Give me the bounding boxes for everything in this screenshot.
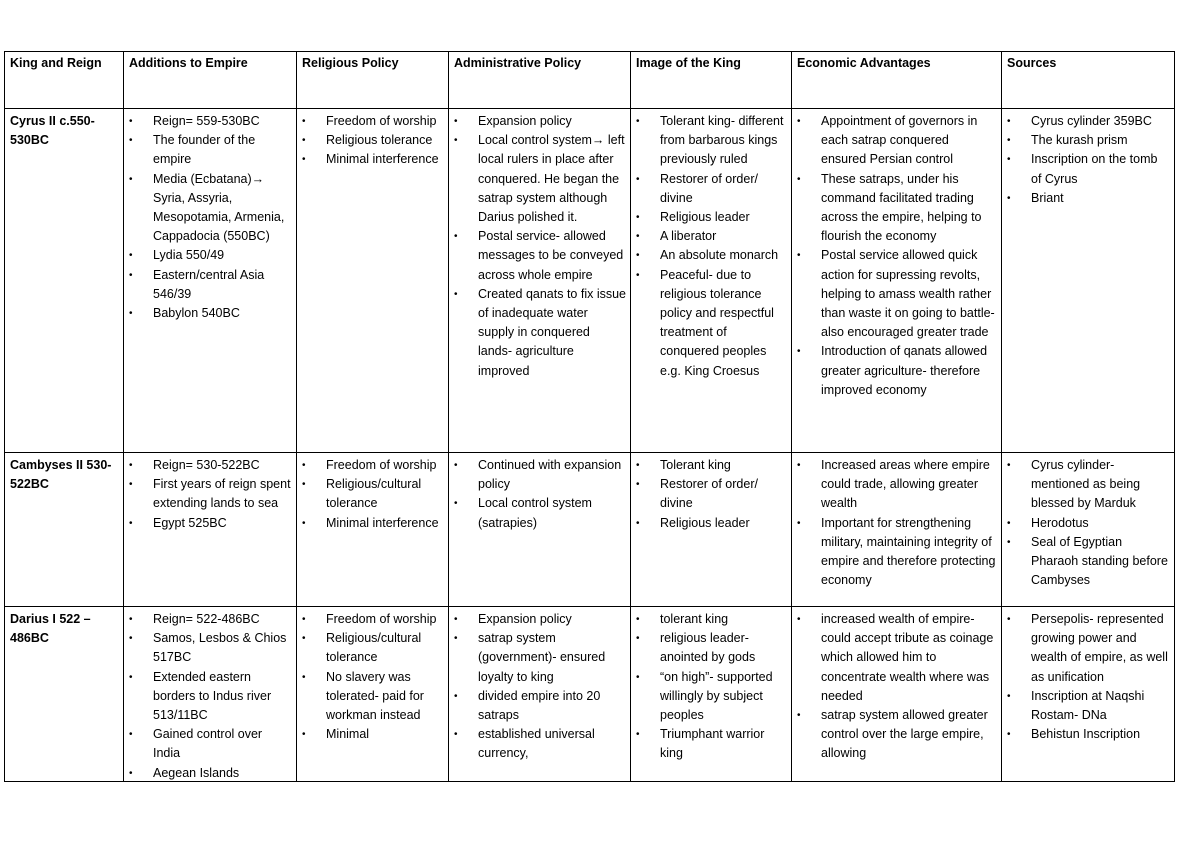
list-item: • Expansion policy: [454, 112, 626, 131]
list-item: • Religious leader: [636, 514, 787, 533]
list-item: • Behistun Inscription: [1007, 725, 1170, 744]
list-item: • An absolute monarch: [636, 246, 787, 265]
list-item: • Cyrus cylinder 359BC: [1007, 112, 1170, 131]
header-administrative-policy: Administrative Policy: [449, 52, 631, 109]
list-item: • Gained control over India: [129, 725, 292, 763]
list-item: • The founder of the empire: [129, 131, 292, 169]
list-item: • Tolerant king: [636, 456, 787, 475]
image-list: [636, 456, 787, 533]
administrative-cell: [449, 453, 631, 607]
religious-list: [302, 456, 444, 533]
image-cell: [631, 453, 792, 607]
list-item: • A liberator: [636, 227, 787, 246]
administrative-cell: [449, 109, 631, 453]
list-item: • Created qanats to fix issue of inadequate water supply in conquered lands- agriculture improved: [454, 285, 626, 381]
header-sources: Sources: [1002, 52, 1175, 109]
economic-cell: [792, 109, 1002, 453]
list-item: • Cyrus cylinder- mentioned as being blessed by Marduk: [1007, 456, 1170, 514]
economic-list: [797, 112, 997, 400]
header-religious-policy: Religious Policy: [297, 52, 449, 109]
religious-list: [302, 112, 444, 170]
sources-cell: [1002, 109, 1175, 453]
economic-list: [797, 456, 997, 590]
list-item: • satrap system (government)- ensured loyalty to king: [454, 629, 626, 687]
list-item: • tolerant king: [636, 610, 787, 629]
sources-cell: [1002, 607, 1175, 782]
list-item: • Introduction of qanats allowed greater agriculture- therefore improved economy: [797, 342, 997, 400]
list-item: • Herodotus: [1007, 514, 1170, 533]
list-item: • Media (Ecbatana)→ Syria, Assyria, Mesopotamia, Armenia, Cappadocia (550BC): [129, 170, 292, 247]
list-item: • Samos, Lesbos & Chios 517BC: [129, 629, 292, 667]
image-list: [636, 112, 787, 381]
religious-cell: [297, 607, 449, 782]
list-item: • Religious/cultural tolerance: [302, 475, 444, 513]
list-item: • divided empire into 20 satraps: [454, 687, 626, 725]
economic-cell: [792, 453, 1002, 607]
list-item: • Triumphant warrior king: [636, 725, 787, 763]
religious-list: [302, 610, 444, 744]
list-item: • Freedom of worship: [302, 112, 444, 131]
list-item: • Seal of Egyptian Pharaoh standing before Cambyses: [1007, 533, 1170, 591]
list-item: • Reign= 530-522BC: [129, 456, 292, 475]
sources-list: [1007, 112, 1170, 208]
list-item: • Minimal interference: [302, 150, 444, 169]
table-row: [5, 607, 1175, 782]
list-item: • Local control system→ left local rulers in place after conquered. He began the satrap system although Darius polished it.: [454, 131, 626, 227]
additions-list: [129, 610, 292, 781]
table-body: [5, 109, 1175, 782]
list-item: • Important for strengthening military, maintaining integrity of empire and therefore protecting economy: [797, 514, 997, 591]
administrative-list: [454, 610, 626, 764]
image-cell: [631, 109, 792, 453]
header-additions-to-empire: Additions to Empire: [124, 52, 297, 109]
list-item: • These satraps, under his command facilitated trading across the empire, helping to flourish the economy: [797, 170, 997, 247]
list-item: • No slavery was tolerated- paid for workman instead: [302, 668, 444, 726]
list-item: • Expansion policy: [454, 610, 626, 629]
king-and-reign-text: Cambyses II 530-522BC: [10, 458, 112, 492]
header-image-of-the-king: Image of the King: [631, 52, 792, 109]
list-item: • Freedom of worship: [302, 610, 444, 629]
list-item: • established universal currency,: [454, 725, 626, 763]
list-item: • Minimal: [302, 725, 444, 744]
king-and-reign-cell: [5, 453, 124, 607]
list-item: • Eastern/central Asia 546/39: [129, 266, 292, 304]
administrative-list: [454, 112, 626, 381]
list-item: • Restorer of order/ divine: [636, 170, 787, 208]
list-item: • Aegean Islands: [129, 764, 292, 781]
persian-kings-table: [4, 51, 1175, 782]
header-economic-advantages: Economic Advantages: [792, 52, 1002, 109]
additions-cell: [124, 607, 297, 782]
image-cell: [631, 607, 792, 782]
list-item: • Persepolis- represented growing power and wealth of empire, as well as unification: [1007, 610, 1170, 687]
list-item: • “on high”- supported willingly by subject peoples: [636, 668, 787, 726]
list-item: • The kurash prism: [1007, 131, 1170, 150]
list-item: • Egypt 525BC: [129, 514, 292, 533]
list-item: • Continued with expansion policy: [454, 456, 626, 494]
list-item: • Appointment of governors in each satrap conquered ensured Persian control: [797, 112, 997, 170]
religious-cell: [297, 453, 449, 607]
list-item: • Peaceful- due to religious tolerance policy and respectful treatment of conquered peoples e.g. King Croesus: [636, 266, 787, 381]
list-item: • Tolerant king- different from barbarous kings previously ruled: [636, 112, 787, 170]
list-item: • Briant: [1007, 189, 1170, 208]
administrative-cell: [449, 607, 631, 782]
list-item: • Inscription on the tomb of Cyrus: [1007, 150, 1170, 188]
list-item: • Babylon 540BC: [129, 304, 292, 323]
table-row: [5, 109, 1175, 453]
header-king-and-reign: King and Reign: [5, 52, 124, 109]
list-item: • Postal service- allowed messages to be conveyed across whole empire: [454, 227, 626, 285]
religious-cell: [297, 109, 449, 453]
list-item: • increased wealth of empire- could accept tribute as coinage which allowed him to concentrate wealth where was needed: [797, 610, 997, 706]
list-item: • First years of reign spent extending lands to sea: [129, 475, 292, 513]
list-item: • Inscription at Naqshi Rostam- DNa: [1007, 687, 1170, 725]
additions-cell: [124, 109, 297, 453]
list-item: • Religious tolerance: [302, 131, 444, 150]
list-item: • Extended eastern borders to Indus river 513/11BC: [129, 668, 292, 726]
image-list: [636, 610, 787, 764]
economic-cell: [792, 607, 1002, 782]
list-item: • Reign= 559-530BC: [129, 112, 292, 131]
sources-list: [1007, 456, 1170, 590]
sources-cell: [1002, 453, 1175, 607]
list-item: • Lydia 550/49: [129, 246, 292, 265]
additions-list: [129, 456, 292, 533]
list-item: • Postal service allowed quick action for supressing revolts, helping to amass wealth rather than waste it on going to battle- also encouraged greater trade: [797, 246, 997, 342]
king-and-reign-text: Darius I 522 – 486BC: [10, 612, 91, 646]
king-and-reign-cell: [5, 607, 124, 782]
sources-list: [1007, 610, 1170, 744]
list-item: • Reign= 522-486BC: [129, 610, 292, 629]
administrative-list: [454, 456, 626, 533]
list-item: • Restorer of order/ divine: [636, 475, 787, 513]
list-item: • Local control system (satrapies): [454, 494, 626, 532]
additions-cell: [124, 453, 297, 607]
list-item: • satrap system allowed greater control over the large empire, allowing: [797, 706, 997, 764]
economic-list: [797, 610, 997, 764]
additions-list: [129, 112, 292, 323]
list-item: • religious leader- anointed by gods: [636, 629, 787, 667]
list-item: • Religious leader: [636, 208, 787, 227]
list-item: • Minimal interference: [302, 514, 444, 533]
list-item: • Freedom of worship: [302, 456, 444, 475]
table-row: [5, 453, 1175, 607]
king-and-reign-cell: [5, 109, 124, 453]
king-and-reign-text: Cyrus II c.550-530BC: [10, 114, 95, 148]
header-row: [5, 52, 1175, 109]
list-item: • Religious/cultural tolerance: [302, 629, 444, 667]
list-item: • Increased areas where empire could trade, allowing greater wealth: [797, 456, 997, 514]
